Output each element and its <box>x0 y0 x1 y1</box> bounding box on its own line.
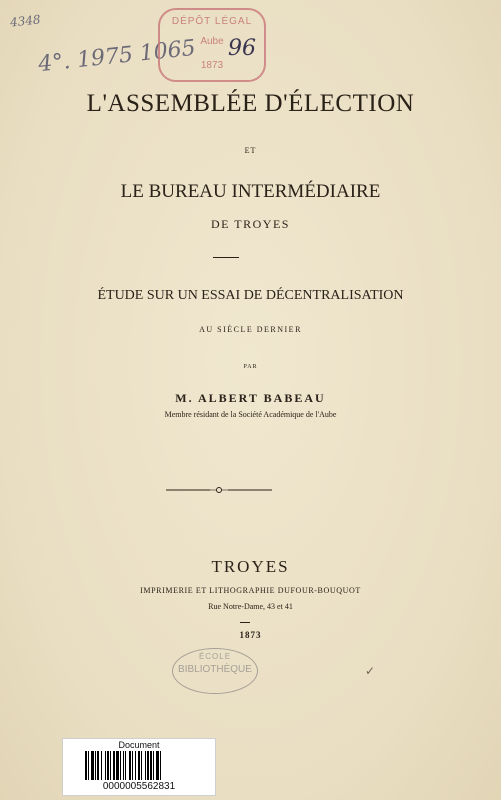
author-affiliation: Membre résidant de la Société Académique de l'Aube <box>164 410 337 419</box>
library-stamp-line-2: BIBLIOTHÈQUE <box>178 664 252 675</box>
title-line-1: L'ASSEMBLÉE D'ÉLECTION <box>86 90 415 117</box>
pencil-mark: ✓ <box>365 664 376 678</box>
barcode-title: Document <box>118 740 160 750</box>
stamp-year: 1873 <box>200 60 224 71</box>
handwritten-shelfmark: 4°. 1975 1065 <box>37 35 197 78</box>
imprint-city: TROYES <box>211 557 290 576</box>
handwritten-stamp-number: 96 <box>228 36 256 61</box>
author-name: M. ALBERT BABEAU <box>175 391 326 405</box>
stamp-line-2: Aube <box>200 36 224 47</box>
title-conjunction: ET <box>244 146 257 155</box>
imprint-year: 1873 <box>239 630 262 640</box>
author-by: PAR <box>243 364 258 370</box>
imprint-rule <box>240 622 250 623</box>
subtitle-line-2: AU SIÈCLE DERNIER <box>199 325 302 334</box>
barcode-number: 0000005562831 <box>102 781 176 792</box>
barcode-label <box>62 738 216 796</box>
title-line-3: DE TROYES <box>211 217 290 231</box>
title-line-2: LE BUREAU INTERMÉDIAIRE <box>120 181 381 202</box>
stamp-line-1: DÉPÔT LÉGAL <box>171 16 253 27</box>
barcode-icon <box>85 751 193 780</box>
library-stamp-line-1: ÉCOLE <box>198 652 232 661</box>
ornament-divider <box>166 486 272 494</box>
library-stamp <box>172 648 258 694</box>
subtitle-line-1: ÉTUDE SUR UN ESSAI DE DÉCENTRALISATION <box>97 288 404 303</box>
imprint-printer: IMPRIMERIE ET LITHOGRAPHIE DUFOUR-BOUQUOT <box>140 586 361 595</box>
imprint-address: Rue Notre-Dame, 43 et 41 <box>208 602 293 611</box>
divider-rule <box>213 257 239 258</box>
handwritten-number: 4348 <box>9 12 42 30</box>
